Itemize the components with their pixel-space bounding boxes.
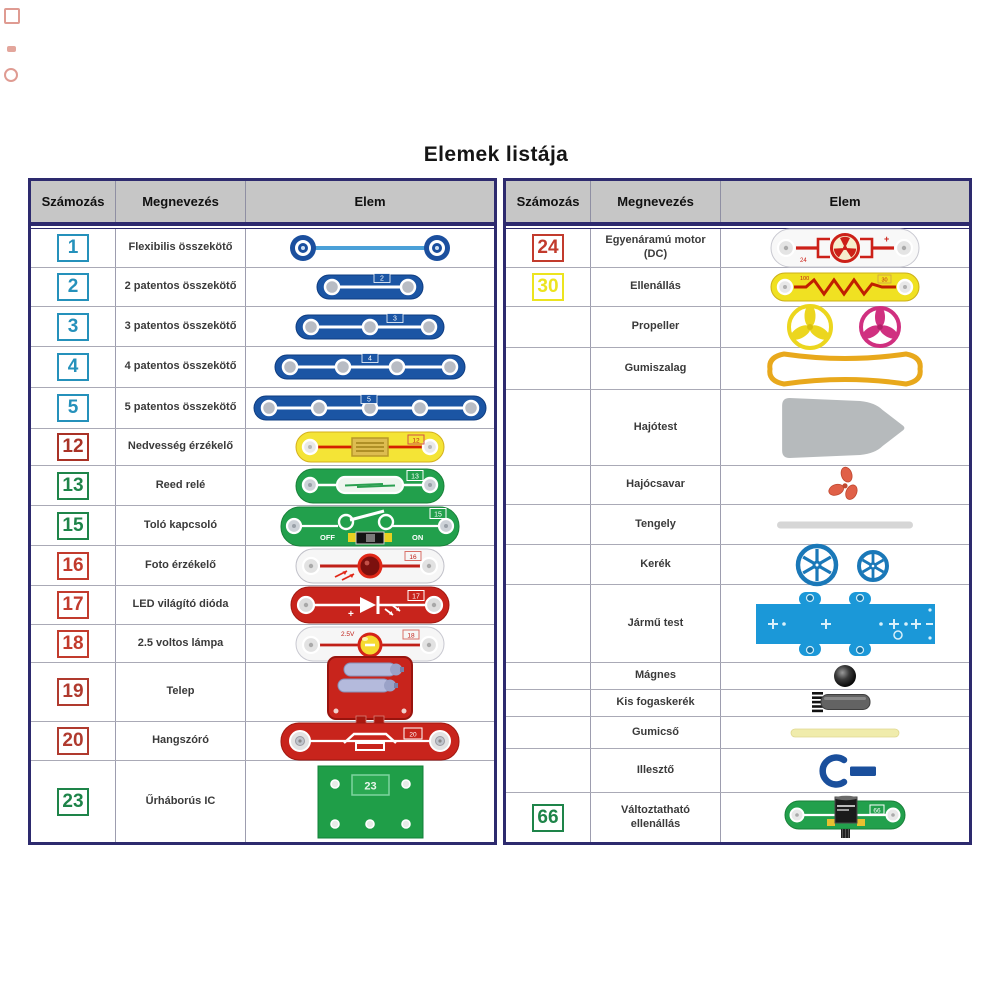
part-name: 2.5 voltos lámpa: [116, 625, 246, 662]
table-row: [506, 505, 969, 545]
part-name: Foto érzékelő: [116, 546, 246, 585]
table-header: [506, 181, 969, 226]
part-name: Változtatható ellenállás: [591, 793, 721, 842]
axle-icon: [721, 505, 969, 544]
part-name: Flexibilis összekötő: [116, 229, 246, 267]
magnet-icon: [721, 663, 969, 689]
slide-switch-icon: [246, 506, 494, 545]
edge-mark-icon: [7, 46, 16, 52]
table-row: [31, 663, 494, 722]
svg-text:66: 66: [872, 806, 881, 814]
part-number-badge: 66: [532, 804, 564, 832]
part-name: Ellenállás: [591, 268, 721, 306]
header-element: Elem: [829, 194, 861, 209]
reed-relay-icon: [246, 466, 494, 505]
adapter-clip-icon: [721, 749, 969, 792]
part-number-badge: 24: [532, 234, 564, 262]
part-name: Illesztő: [591, 749, 721, 792]
header-number: Számozás: [506, 181, 591, 222]
header-element: Elem: [354, 194, 386, 209]
snap-bar-4-icon: [246, 347, 494, 387]
boat-hull-icon: [721, 390, 969, 465]
svg-text:4: 4: [368, 355, 372, 363]
table-row: [31, 466, 494, 506]
snap-bar-5-icon: [246, 388, 494, 428]
speaker-icon: [246, 722, 494, 760]
part-name: Propeller: [591, 307, 721, 347]
table-row: [31, 229, 494, 268]
svg-text:5: 5: [367, 396, 371, 404]
rubber-tube-icon: [721, 717, 969, 748]
svg-text:16: 16: [409, 553, 417, 561]
part-number-badge: 20: [57, 727, 89, 755]
table-row: [506, 545, 969, 585]
table-row: [506, 390, 969, 466]
rubber-band-icon: [721, 348, 969, 389]
table-row: [506, 690, 969, 717]
variable-resistor-icon: [721, 793, 969, 842]
svg-text:2.5V: 2.5V: [341, 630, 355, 638]
part-number-badge: 23: [57, 788, 89, 816]
part-number-badge: 4: [57, 353, 89, 381]
part-number-badge: 5: [57, 394, 89, 422]
table-row: [31, 307, 494, 347]
part-name: Kerék: [591, 545, 721, 584]
table-row: [31, 506, 494, 546]
part-number-badge: 30: [532, 273, 564, 301]
svg-text:30: 30: [881, 277, 888, 284]
svg-text:+: +: [884, 234, 890, 244]
table-row: [506, 585, 969, 663]
part-name: Nedvesség érzékelő: [116, 429, 246, 465]
part-name: Toló kapcsoló: [116, 506, 246, 545]
table-row: [506, 749, 969, 793]
table-row: [31, 347, 494, 388]
svg-text:OFF: OFF: [320, 532, 335, 542]
part-name: 3 patentos összekötő: [116, 307, 246, 346]
page-edge-marks: [4, 8, 24, 82]
svg-text:2: 2: [380, 275, 384, 283]
table-row: [31, 268, 494, 307]
moisture-sensor-icon: [246, 429, 494, 465]
table-row: [506, 663, 969, 690]
small-gear-icon: [721, 690, 969, 716]
table-row: [31, 429, 494, 466]
edge-mark-icon: [4, 8, 20, 24]
part-name: Tengely: [591, 505, 721, 544]
page-title: Elemek listája: [423, 143, 569, 166]
header-name: Megnevezés: [591, 181, 721, 222]
part-name: Hangszóró: [116, 722, 246, 760]
svg-text:24: 24: [800, 258, 807, 264]
svg-text:13: 13: [411, 473, 419, 480]
battery-holder-icon: [246, 663, 494, 721]
part-name: 4 patentos összekötő: [116, 347, 246, 387]
resistor-icon: [721, 268, 969, 306]
part-name: Hajótest: [591, 390, 721, 465]
svg-text:18: 18: [407, 631, 415, 639]
svg-text:100: 100: [800, 276, 810, 282]
svg-text:15: 15: [434, 511, 442, 518]
part-name: LED világító dióda: [116, 586, 246, 624]
table-row: [31, 546, 494, 586]
table-row: [31, 722, 494, 761]
table-row: [31, 388, 494, 429]
part-number-badge: 3: [57, 313, 89, 341]
part-name: Jármű test: [591, 585, 721, 662]
part-number-badge: 2: [57, 273, 89, 301]
led-icon: [246, 586, 494, 624]
edge-mark-icon: [4, 68, 18, 82]
part-name: Űrháborús IC: [116, 761, 246, 842]
propellers-icon: [721, 307, 969, 347]
vehicle-body-icon: [721, 585, 969, 662]
part-name: Telep: [116, 663, 246, 721]
table-row: [506, 307, 969, 348]
part-name: Reed relé: [116, 466, 246, 505]
boat-propeller-icon: [721, 466, 969, 504]
table-row: [506, 466, 969, 505]
table-row: [31, 761, 494, 842]
parts-table-left: [28, 178, 497, 845]
flexible-connector-icon: [246, 229, 494, 267]
svg-text:23: 23: [363, 780, 377, 792]
parts-table-right: [503, 178, 972, 845]
part-number-badge: 15: [57, 512, 89, 540]
svg-text:+: +: [348, 609, 354, 620]
part-name: Hajócsavar: [591, 466, 721, 504]
svg-text:17: 17: [412, 593, 420, 601]
svg-text:3: 3: [393, 315, 397, 322]
part-number-badge: 1: [57, 234, 89, 262]
part-name: Kis fogaskerék: [591, 690, 721, 716]
svg-text:ON: ON: [412, 532, 424, 542]
part-number-badge: 17: [57, 591, 89, 619]
wheels-icon: [721, 545, 969, 584]
table-row: [31, 625, 494, 663]
table-row: [506, 348, 969, 390]
part-name: Egyenáramú motor (DC): [591, 229, 721, 267]
snap-bar-2-icon: [246, 268, 494, 306]
part-number-badge: 18: [57, 630, 89, 658]
part-name: Gumiszalag: [591, 348, 721, 389]
table-header: [31, 181, 494, 226]
dc-motor-icon: [721, 229, 969, 267]
part-name: Mágnes: [591, 663, 721, 689]
table-row: [506, 717, 969, 749]
svg-text:20: 20: [409, 731, 417, 739]
table-row: [506, 793, 969, 842]
space-war-ic-icon: [246, 761, 494, 842]
part-number-badge: 13: [57, 472, 89, 500]
part-name: 2 patentos összekötő: [116, 268, 246, 306]
snap-bar-3-icon: [246, 307, 494, 346]
table-row: [31, 586, 494, 625]
part-number-badge: 16: [57, 552, 89, 580]
part-name: 5 patentos összekötő: [116, 388, 246, 428]
header-number: Számozás: [31, 181, 116, 222]
svg-text:12: 12: [412, 437, 420, 445]
part-number-badge: 12: [57, 433, 89, 461]
part-name: Gumicső: [591, 717, 721, 748]
table-row: [506, 229, 969, 268]
part-number-badge: 19: [57, 678, 89, 706]
photo-sensor-icon: [246, 546, 494, 585]
header-name: Megnevezés: [116, 181, 246, 222]
